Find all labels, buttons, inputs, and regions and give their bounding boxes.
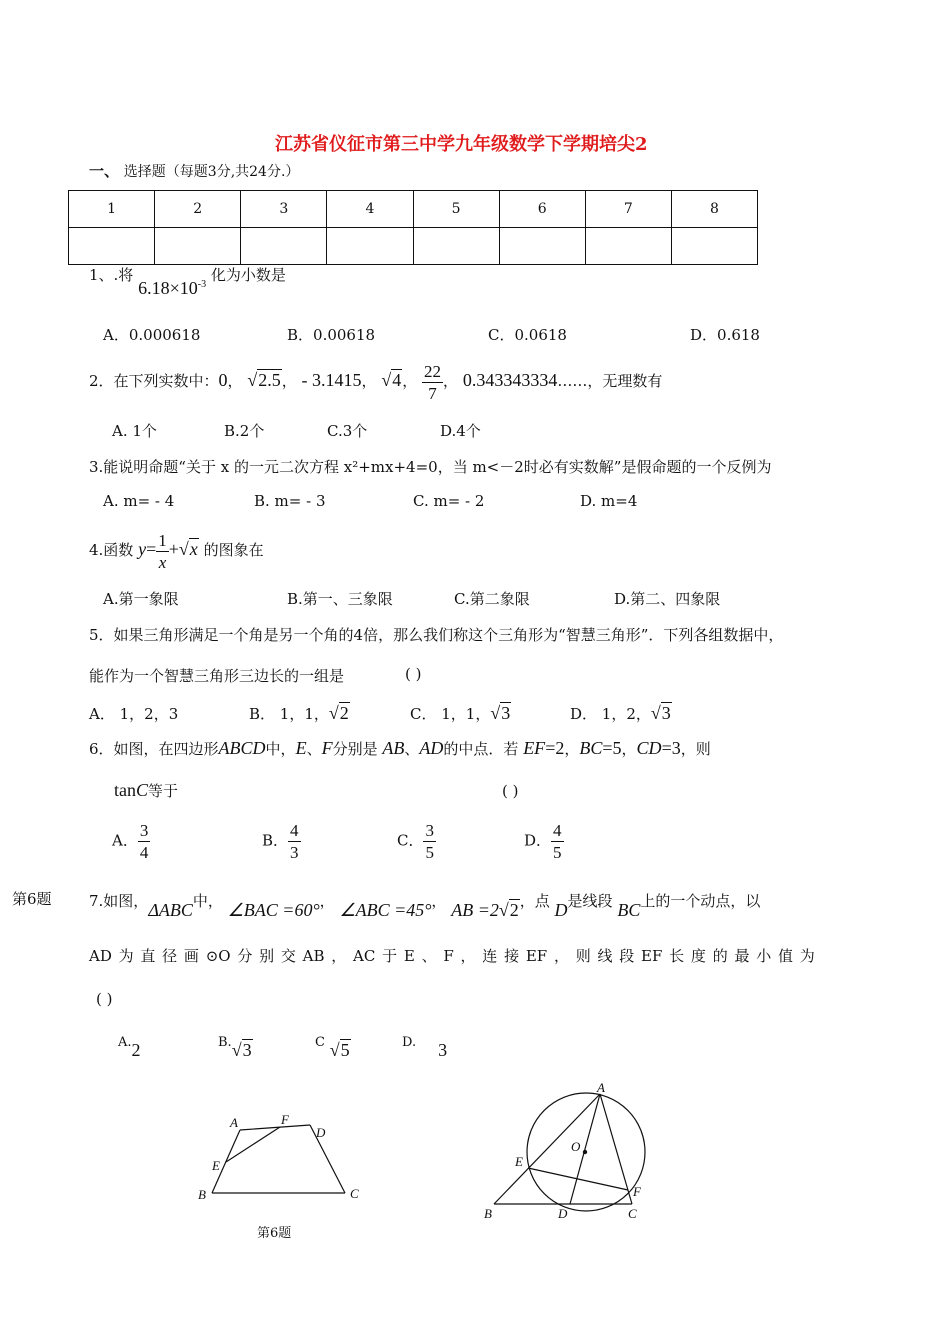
q4-option-b[interactable]: B.第一、三象限: [287, 590, 393, 608]
q6-then: ，则: [680, 740, 711, 758]
q7-option-c[interactable]: [315, 1030, 351, 1060]
question-5-line-1: 5．如果三角形满足一个角是另一个角的4倍，那么我们称这个三角形为“智慧三角形”．下列各组数据中，: [89, 626, 784, 644]
edge-ba: [494, 1094, 600, 1204]
answer-cell[interactable]: [499, 228, 585, 265]
q3-option-c[interactable]: C. m= - 2: [413, 492, 485, 510]
q2-option-d[interactable]: D.4个: [440, 422, 481, 440]
q3-option-d[interactable]: D. m=4: [580, 492, 638, 510]
q4-suffix: 的图象在: [203, 541, 264, 559]
fig2-label-d: D: [558, 1206, 568, 1221]
q5-option-b-sqrt: √2: [328, 703, 349, 723]
q2-sep: ，: [227, 372, 243, 390]
q1-option-d[interactable]: D．0.618: [690, 326, 760, 344]
q4-option-d[interactable]: D.第二、四象限: [614, 590, 721, 608]
q6-option-a-num: 3: [139, 821, 149, 840]
q5-option-d-radicand: 3: [661, 703, 671, 723]
q5-option-d-label: D． 1，2，: [570, 705, 651, 723]
q5-answer-paren: ( ): [405, 665, 422, 683]
answer-table: [68, 190, 758, 265]
fig2-label-e: E: [515, 1154, 523, 1169]
q1-mantissa: 6.18×10: [138, 278, 198, 298]
q1-exponent: -3: [197, 279, 207, 290]
q6-option-b-den: 3: [290, 843, 299, 862]
section-number: 一、: [89, 162, 120, 180]
q4-fraction: [156, 530, 169, 573]
edge-ad: [240, 1125, 310, 1130]
side-label: 第6题: [12, 890, 52, 908]
q7-option-d[interactable]: [402, 1030, 448, 1060]
q4-radicand: x: [189, 539, 198, 559]
question-2-stem: [89, 358, 662, 404]
q7-option-b-radicand: 3: [242, 1040, 252, 1060]
question-6-stem: 6．如图，在四边形ABCD中，E、F分别是 AB、AD的中点．若 EF=2，BC=5，CD=3，则: [89, 738, 711, 758]
q7-option-b-sqrt: √3: [231, 1040, 252, 1060]
answer-header-cell: 6: [499, 191, 585, 228]
fig1-label-f: F: [281, 1112, 289, 1127]
fig2-label-c: C: [628, 1206, 637, 1221]
q7-ab-sqrt: √2: [498, 900, 519, 920]
q2-sqrt-2-5: √2.5: [247, 370, 281, 390]
q2-fraction: [422, 361, 443, 404]
q7-option-c-radicand: 5: [340, 1040, 350, 1060]
q1-expression: [138, 278, 206, 298]
section-heading: [89, 160, 299, 181]
q6-t4: 等于: [148, 782, 179, 800]
q5-option-c-label: C． 1，1，: [410, 705, 491, 723]
q6-dun: 、: [404, 740, 420, 758]
q6-E: E: [295, 738, 307, 758]
fig1-label-a: A: [230, 1115, 238, 1130]
q7-t1: ，点: [519, 892, 550, 910]
q5-option-b-label: B． 1，1，: [249, 705, 329, 723]
q6-tan: tan: [114, 780, 136, 800]
answer-header-cell: 8: [671, 191, 757, 228]
q5-option-a[interactable]: A． 1，2，3: [89, 705, 179, 723]
q1-option-c[interactable]: C．0.0618: [488, 326, 567, 344]
q5-option-b[interactable]: [249, 703, 350, 724]
q2-sqrt-4: √4: [381, 370, 402, 390]
answer-cell[interactable]: [327, 228, 413, 265]
q6-option-d-den: 5: [553, 843, 562, 862]
fig1-label-e: E: [212, 1158, 220, 1173]
q6-option-c-label: C．: [397, 831, 424, 850]
q7-D: D: [554, 900, 568, 920]
answer-cell[interactable]: [155, 228, 241, 265]
q6-option-c-frac: [423, 820, 436, 863]
q6-option-a[interactable]: [112, 820, 150, 863]
q3-option-b[interactable]: B. m= - 3: [254, 492, 326, 510]
q6-option-b[interactable]: [262, 820, 301, 863]
fig1-label-c: C: [350, 1186, 359, 1201]
q1-suffix: 化为小数是: [210, 266, 286, 284]
q6-F: F: [321, 738, 333, 758]
q2-sep: ，: [281, 372, 297, 390]
q7-triangle: ΔABC: [148, 900, 193, 920]
answer-table-answer-row: [69, 228, 758, 265]
q2-radicand-3: 4: [392, 370, 402, 390]
answer-cell[interactable]: [241, 228, 327, 265]
q1-option-a[interactable]: A．0.000618: [103, 326, 201, 344]
q5-option-d[interactable]: [570, 703, 672, 724]
q5-option-d-sqrt: √3: [650, 703, 671, 723]
q6-t1: 中，: [265, 740, 296, 758]
q6-option-b-frac: [288, 820, 301, 863]
question-5-line-2: 能作为一个智慧三角形三边长的一组是: [89, 667, 345, 685]
q6-CD: CD: [636, 738, 662, 758]
q4-frac-den: x: [158, 552, 167, 572]
q6-option-d-frac: [551, 820, 564, 863]
answer-header-cell: 2: [155, 191, 241, 228]
answer-header-cell: 4: [327, 191, 413, 228]
q6-option-d[interactable]: [524, 820, 564, 863]
q2-sep: ，: [402, 372, 418, 390]
center-o-point: [583, 1150, 587, 1154]
q6-answer-paren: ( ): [502, 782, 519, 800]
question-6-stem-2: [114, 780, 178, 801]
q2-option-c[interactable]: C.3个: [327, 422, 368, 440]
q6-prefix: 6．如图，在四边形: [89, 740, 219, 758]
fig1-label-b: B: [198, 1187, 206, 1202]
q7-zh: 中，: [192, 892, 223, 910]
segment-ef: [528, 1168, 628, 1190]
q7-option-c-label: C: [315, 1035, 325, 1050]
answer-cell[interactable]: [671, 228, 757, 265]
q7-option-a[interactable]: [118, 1030, 141, 1060]
q7-angle-abc: ∠ABC =45°: [339, 900, 432, 920]
answer-cell[interactable]: [585, 228, 671, 265]
q5-option-c-sqrt: √3: [490, 703, 511, 723]
q7-option-c-sqrt: √5: [329, 1040, 350, 1060]
answer-header-cell: 5: [413, 191, 499, 228]
q4-sqrt-x: √x: [178, 539, 198, 559]
q7-option-b[interactable]: [218, 1030, 253, 1060]
q7-option-d-value: 3: [438, 1040, 448, 1060]
q6-option-a-label: A．: [112, 831, 138, 850]
q4-eq: =: [146, 539, 157, 559]
q4-y: y: [138, 539, 147, 559]
fig1-label-d: D: [316, 1125, 326, 1140]
answer-cell[interactable]: [69, 228, 155, 265]
q3-option-a[interactable]: A. m= - 4: [103, 492, 175, 510]
q7-option-a-value: 2: [131, 1040, 141, 1060]
q6-option-b-label: B．: [262, 831, 289, 850]
figure-6-caption: 第6题: [257, 1226, 292, 1241]
answer-cell[interactable]: [413, 228, 499, 265]
q7-option-b-label: B.: [218, 1035, 232, 1050]
q5-option-c-radicand: 3: [501, 703, 511, 723]
q6-EF-value: =2: [545, 738, 565, 758]
question-7-stem: 7.如图，ΔABC中， ∠BAC =60°， ∠ABC =45°， AB =2√2，点 D是线段 BC上的一个动点，以: [89, 892, 761, 920]
q7-ab-radicand: 2: [509, 900, 519, 920]
q6-option-c[interactable]: [397, 820, 436, 863]
answer-header-cell: 7: [585, 191, 671, 228]
q4-option-a[interactable]: A.第一象限: [103, 590, 179, 608]
q2-prefix: 2．在下列实数中：: [89, 372, 219, 390]
q7-angle-bac: ∠BAC =60°: [227, 900, 320, 920]
q5-option-b-radicand: 2: [339, 703, 349, 723]
q4-plus: +: [168, 539, 179, 559]
section-label: 选择题（每题3分,共24分.）: [123, 164, 300, 180]
q6-option-c-num: 3: [425, 821, 434, 840]
q6-t3: 的中点．若: [443, 740, 519, 758]
question-4-stem: [89, 526, 264, 573]
question-3-stem: 3.能说明命题“关于 x 的一元二次方程 x²+mx+4=0，当 m<－2时必有实数解”是假命题的一个反例为: [89, 458, 772, 476]
q6-EF: EF: [523, 738, 546, 758]
fig2-label-a: A: [597, 1080, 605, 1095]
page-title: 江苏省仪征市第三中学九年级数学下学期培尖2: [275, 134, 648, 155]
q2-suffix: ……，无理数有: [557, 372, 663, 390]
q6-dun: 、: [306, 740, 322, 758]
q6-option-c-den: 5: [425, 843, 434, 862]
q7-t3: 上的一个动点，以: [640, 892, 761, 910]
q4-frac-num: 1: [158, 530, 167, 550]
q7-option-d-label: D.: [402, 1035, 417, 1050]
q7-BC: BC: [617, 900, 641, 920]
fig2-label-f: F: [633, 1184, 641, 1199]
q6-C: C: [136, 780, 149, 800]
fig2-label-o: O: [571, 1139, 581, 1154]
q1-option-b[interactable]: B．0.00618: [287, 326, 376, 344]
q7-t2: 是线段: [567, 892, 613, 910]
q2-option-b[interactable]: B.2个: [224, 422, 265, 440]
q2-zero: 0: [218, 370, 228, 390]
figure-7-circle-triangle: [478, 1080, 658, 1225]
q5-option-c[interactable]: [410, 703, 511, 724]
q2-pi-approx: - 3.1415: [301, 370, 362, 390]
q6-AB: AB: [382, 738, 405, 758]
q4-option-c[interactable]: C.第二象限: [454, 590, 530, 608]
q6-option-b-num: 4: [290, 821, 299, 840]
q4-prefix: 4.函数: [89, 541, 134, 559]
q1-prefix: 1、.将: [89, 266, 134, 284]
q2-sep: ，: [443, 372, 459, 390]
q2-radicand-1: 2.5: [258, 370, 281, 390]
q2-sep: ，: [361, 372, 377, 390]
q6-option-d-label: D．: [524, 831, 552, 850]
figure-6-quadrilateral: [190, 1105, 370, 1210]
answer-header-cell: 1: [69, 191, 155, 228]
answer-table-header-row: [69, 191, 758, 228]
q6-BC-value: =5: [602, 738, 622, 758]
q7-ab-text: AB =2: [451, 900, 499, 920]
q2-frac-den: 7: [428, 383, 437, 403]
q7-prefix: 7.如图，: [89, 892, 149, 910]
fig2-label-b: B: [484, 1206, 492, 1221]
q7-ab: [451, 900, 520, 920]
q2-option-a[interactable]: A. 1个: [112, 422, 157, 440]
q2-frac-num: 22: [424, 361, 442, 381]
q2-repeating: 0.343343334: [462, 370, 558, 390]
q6-option-a-frac: [138, 820, 151, 863]
q6-option-a-den: 4: [139, 843, 149, 862]
q6-BC: BC: [579, 738, 603, 758]
question-7-line-2: AD 为 直 径 画 ⊙O 分 别 交 AB ， AC 于 E 、 F ， 连 接 EF ， 则 线 段 EF 长 度 的 最 小 值 为: [89, 947, 815, 965]
q6-CD-value: =3: [661, 738, 681, 758]
q6-option-d-num: 4: [553, 821, 562, 840]
q6-t2: 分别是: [332, 740, 378, 758]
q7-answer-paren: ( ): [96, 990, 113, 1008]
q7-option-a-label: A.: [118, 1035, 132, 1050]
answer-header-cell: 3: [241, 191, 327, 228]
q6-AD: AD: [419, 738, 444, 758]
q6-quad: ABCD: [218, 738, 266, 758]
